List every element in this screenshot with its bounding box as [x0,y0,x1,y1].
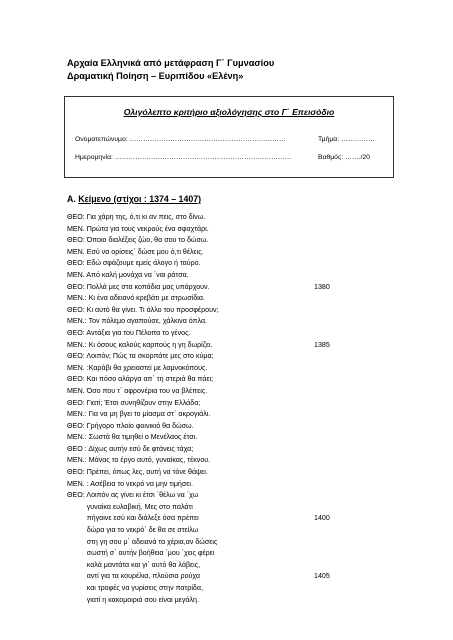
dialogue-line [67,398,367,410]
speaker-label: ΘΕΟ: [67,213,85,221]
speaker-label: ΜΕΝ.: [67,433,87,442]
line-text: Κι ένα αδειανό κρεβάτι με στρωσίδια. [88,294,205,303]
dialogue-text [67,212,367,606]
line-text: πήγαινε εσύ και διάλεξε όσα πρέπει [86,514,199,523]
dialogue-line [67,467,367,479]
line-text: σωστή σ΄ αυτήν βοήθεια ΄μου ΄χεις φέρει [86,549,215,558]
line-text: Σωστά θα τιμηθεί ο Μενέλαος έτσι. [88,433,198,442]
speaker-label: ΜΕΝ. [67,386,85,395]
class-field: Τμήμα: …………… [318,136,375,143]
dialogue-line [67,525,367,537]
dialogue-line [67,374,367,386]
dialogue-line [67,502,367,514]
dialogue-line [67,548,367,560]
speaker-label: ΜΕΝ. [67,224,85,233]
dialogue-line [67,258,367,270]
line-text: Για να μη βγει το μίασμα στ΄ ακρογιάλι. [88,410,211,419]
dialogue-line [67,270,367,282]
dialogue-line [67,351,367,363]
line-text: Αντάξια για του Πέλοπα το γένος. [86,328,191,337]
dialogue-line [67,386,367,398]
header-line-1: Αρχαία Ελληνικά από μετάφραση Γ΄ Γυμνασίου [67,58,275,68]
date-field: Ημερομηνία: …………………………………………………………………… [75,154,292,161]
line-text: Εσύ να ορίσεις΄ δώσε μου ό,τι θέλεις. [86,247,204,256]
dialogue-line [67,305,367,317]
speaker-label: ΘΕΟ: [67,328,85,337]
header-line-2: Δραματική Ποίηση – Ευριπίδου «Ελένη» [67,71,244,81]
line-text: Λοιπόν ας γίνει κι έτσι ΄θέλω να ΄χω [86,491,199,500]
line-text: Για χάρη της, ό,τι κι αν πεις, στο δίνω. [86,213,206,221]
line-text: Πρώτα για τους νεκρούς ένα σφαχτάρι. [86,224,209,233]
speaker-label: ΘΕΟ: [67,305,85,314]
line-text: Τον πόλεμο αγαπούσε, χάλκινα όπλα. [88,317,208,326]
line-text: και τροφές να γυρίσεις στην πατρίδα, [86,584,203,592]
line-text: Όσο που τ΄ αφρονέρια του να βλέπεις. [86,386,208,395]
dialogue-line [67,316,367,328]
speaker-label: ΘΕΟ: [67,236,85,245]
line-number: 1405 [314,572,330,581]
line-text: Εδώ σφάζουμε εμείς άλογο ή ταύρο. [86,259,201,268]
line-text: στη γη σου μ΄ αδειανά τα χέρια,αν δώσεις [86,537,218,546]
line-text: Πολλά μες στα κοπάδια μας υπάρχουν. [86,282,210,291]
speaker-label: ΜΕΝ. : [67,479,89,488]
line-text: Κι αυτό θα γίνει. Τι άλλο του προσφέρουν; [86,305,219,314]
speaker-label: ΘΕΟ: [67,491,85,500]
dialogue-line [67,537,367,549]
dialogue-line [67,340,367,352]
line-number: 1385 [314,340,330,349]
speaker-label: ΜΕΝ.: [67,410,87,419]
dialogue-line [67,328,367,340]
speaker-label: ΜΕΝ.: [67,340,87,349]
dialogue-line [67,490,367,502]
line-text: καλά μαντάτα και γι΄ αυτό θα λάβεις, [86,560,201,569]
speaker-label: ΜΕΝ. [67,247,85,256]
dialogue-line [67,560,367,572]
line-text: Από καλή μονάχα να ΄ναι ράτσα. [86,270,189,279]
dialogue-line [67,595,367,607]
line-text: Γρήγορο πλοίο φοινικιό θα δώσω. [86,421,194,430]
line-text: αντί για τα κουρέλια, πλούσια ρούχα [86,572,201,581]
speaker-label: ΘΕΟ: [67,468,85,477]
line-text: Όποιο διαλέξεις ζώο, θα σου το δώσω. [86,236,209,245]
dialogue-line [67,455,367,467]
dialogue-line [67,247,367,259]
speaker-label: ΜΕΝ.: [67,456,87,465]
line-number: 1380 [314,282,330,291]
dialogue-line [67,479,367,491]
dialogue-line [67,282,367,294]
dialogue-line [67,363,367,375]
dialogue-line [67,432,367,444]
speaker-label: ΘΕΟ: [67,375,85,384]
line-text: δώρα για το νεκρό΄ δε θα σε στείλω [86,526,199,535]
dialogue-line [67,212,367,224]
speaker-label: ΘΕΟ: [67,282,85,291]
line-text: γιατί η κακομοιριά σου είναι μεγάλη. [86,595,199,604]
speaker-label: ΘΕΟ : [67,444,87,453]
dialogue-line [67,571,367,583]
speaker-label: ΘΕΟ: [67,421,85,430]
speaker-label: ΘΕΟ: [67,259,85,268]
grade-field: Βαθμός: ……./20 [318,154,370,161]
speaker-label: ΘΕΟ: [67,352,85,361]
line-text: Κι όσους καλούς καρπούς η γη δωρίζει. [88,340,213,349]
line-text: Μάνας το έργο αυτό, γυναίκας, τέκνου. [88,456,211,465]
dialogue-line [67,583,367,595]
line-text: Πρέπει, όπως λες, αυτή να τόνε θάψει. [86,468,208,477]
assessment-title: Ολιγόλεπτο κριτήριο αξιολόγησης στο Γ΄ Επεισόδιο [123,107,335,117]
speaker-label: ΘΕΟ: [67,398,85,407]
section-heading [67,194,201,204]
dialogue-line [67,444,367,456]
speaker-label: ΜΕΝ. [67,270,85,279]
assessment-box [64,96,394,178]
section-letter: Α. [67,194,76,204]
line-number: 1400 [314,514,330,523]
dialogue-line [67,421,367,433]
section-title: Κείμενο (στίχοι : 1374 – 1407) [78,194,202,204]
line-text: Γιατί; Έτσι συνηθίζουν στην Ελλάδα; [86,398,201,407]
line-text: Ασέβεια το νεκρό να μην τιμήσει. [90,479,193,488]
dialogue-line [67,513,367,525]
line-text: Δίχως αυτήν εσύ δε φτάνεις τάχα; [88,444,194,453]
speaker-label: ΜΕΝ.: [67,294,87,303]
speaker-label: ΜΕΝ. [67,363,85,372]
dialogue-line [67,224,367,236]
line-text: γυναίκα ευλαβική. Μες στο παλάτι [86,502,193,511]
dialogue-line [67,235,367,247]
line-text: :Καράβι θα χρειαστεί με λαμνοκόπους. [86,363,208,372]
line-text: Και πόσο αλάργα απ΄ τη στεριά θα πάει; [86,375,214,384]
line-text: Λοιπόν; Πώς τα σκορπάτε μες στο κύμα; [86,352,214,361]
dialogue-line [67,409,367,421]
speaker-label: ΜΕΝ.: [67,317,87,326]
dialogue-line [67,293,367,305]
student-name-field: Ονοματεπώνυμο: …………………………………………………………… [75,136,286,143]
